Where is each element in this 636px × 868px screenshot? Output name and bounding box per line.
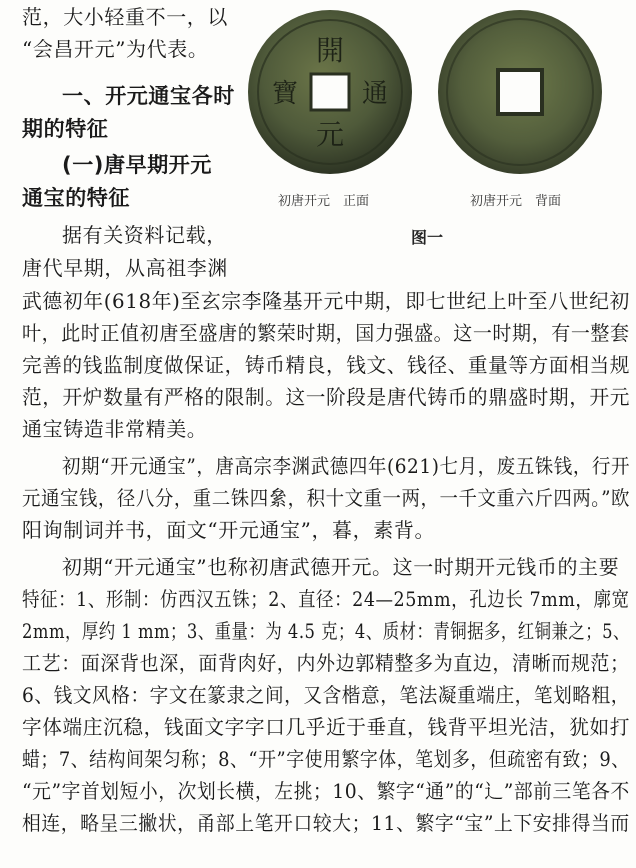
paragraph1-line: 叶，此时正值初唐至盛唐的繁荣时期，国力强盛。这一时期，有一整套 xyxy=(22,321,630,345)
paragraph3-line: 蜡；7、结构间架匀称；8、“开”字使用繁字体，笔划多，但疏密有致；9、 xyxy=(22,747,630,771)
coin-char-bottom: 元 xyxy=(315,118,345,151)
paragraph2-line: 元通宝钱，径八分，重二铢四絫，积十文重一两，一千文重六斤四两。”欧 xyxy=(22,486,631,510)
paragraph2-line: 阳询制词并书，面文“开元通宝”，暮，素背。 xyxy=(22,518,436,542)
section-heading-line-2: 期的特征 xyxy=(22,117,109,141)
paragraph1-line: 武德初年(618年)至玄宗李隆基开元中期，即七世纪上叶至八世纪初 xyxy=(22,289,630,313)
coin-reverse-image xyxy=(435,4,605,180)
coin-char-left: 寶 xyxy=(271,79,299,109)
subsection-heading-line-2: 通宝的特征 xyxy=(22,186,130,210)
paragraph3-line: 工艺：面深背也深，面背肉好，内外边郭精整多为直边，清晰而规范； xyxy=(22,651,630,675)
paragraph1-short-line-2: 唐代早期，从高祖李渊 xyxy=(22,256,228,280)
paragraph1-short-line-1: 据有关资料记载， xyxy=(62,223,227,247)
coin-char-right: 通 xyxy=(361,79,389,109)
paragraph3-line: 字体端庄沉稳，钱面文字字口几乎近于垂直，钱背平坦光洁，犹如打 xyxy=(22,715,630,739)
paragraph2-line: 初期“开元通宝”，唐高宗李渊武德四年(621)七月，废五铢钱，行开 xyxy=(62,454,631,478)
intro-line-2: “会昌开元”为代表。 xyxy=(22,37,209,61)
coin-obverse-caption: 初唐开元 正面 xyxy=(278,194,370,209)
paragraph3-line: 6、钱文风格：字文在篆隶之间，又含楷意，笔法凝重端庄，笔划略粗， xyxy=(22,683,630,707)
subsection-heading-line-1: (一)唐早期开元 xyxy=(62,153,212,177)
coin-obverse-image xyxy=(245,4,415,180)
figure-title: 图一 xyxy=(411,228,444,247)
paragraph1-line: 范，开炉数量有严格的限制。这一阶段是唐代铸币的鼎盛时期，开元 xyxy=(22,385,630,409)
intro-line-1: 范，大小轻重不一，以 xyxy=(22,5,228,29)
section-heading-line-1: 一、开元通宝各时 xyxy=(62,84,235,108)
paragraph1-line: 通宝铸造非常精美。 xyxy=(22,417,208,441)
paragraph3-line: 相连，略呈三撇状，甬部上笔开口较大；11、繁字“宝”上下安排得当而 xyxy=(22,811,630,835)
paragraph3-line: 初期“开元通宝”也称初唐武德开元。这一时期开元钱币的主要 xyxy=(62,555,620,579)
paragraph3-line: 特征：1、形制：仿西汉五铢；2、直径：24—25mm，孔边长 7mm，廓宽 xyxy=(22,587,630,611)
paragraph1-line: 完善的钱监制度做保证，铸币精良，钱文、钱径、重量等方面相当规 xyxy=(22,353,630,377)
coin-char-top: 開 xyxy=(315,34,345,67)
paragraph3-line: 2mm，厚约 1 mm；3、重量：为 4.5 克；4、质材：青铜据多，红铜兼之；5、 xyxy=(22,619,630,643)
coin-reverse-caption: 初唐开元 背面 xyxy=(470,194,562,209)
paragraph3-line: “元”字首划短小，次划长横，左挑；10、繁字“通”的“辶”部前三笔各不 xyxy=(22,779,630,803)
